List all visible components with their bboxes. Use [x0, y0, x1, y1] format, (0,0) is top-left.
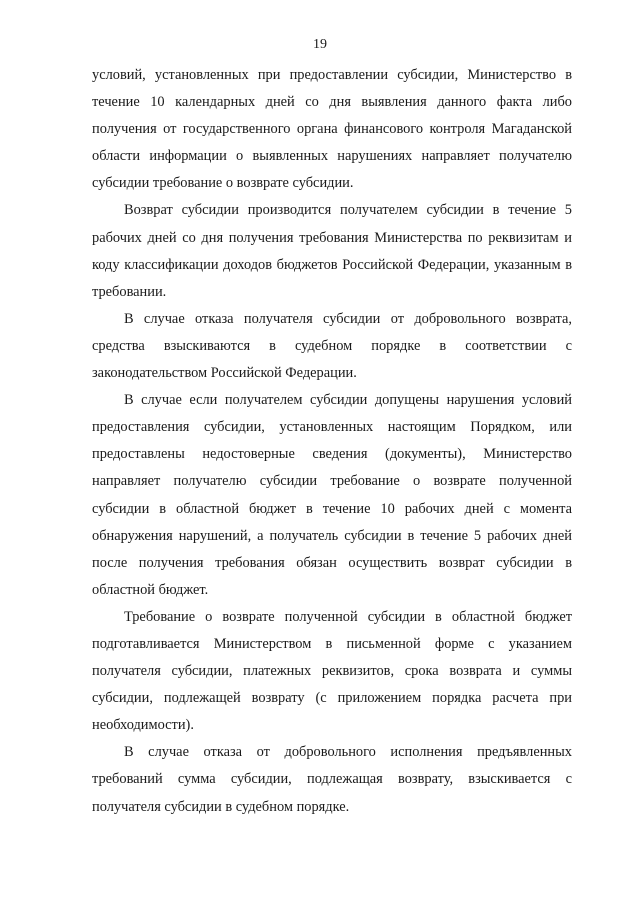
paragraph-judicial-recovery: В случае отказа от добровольного исполнения предъявленных требований сумма субсидии, подлежащая возврату, взыскивается с получателя субсидии в судебном порядке.	[92, 744, 572, 815]
paragraph-refusal-court: В случае отказа получателя субсидии от добровольного возврата, средства взыскиваются в судебном порядке в соответствии с законодательством Российской Федерации.	[92, 310, 572, 382]
paragraph-violations: В случае если получателем субсидии допущены нарушения условий предоставления субсидии, установленных настоящим Порядком, или предоставлены недостоверные сведения (документы), Министерство направляет получателю субсидии требование о возврате полученной субсидии в областной бюджет в течение 10 рабочих дней с момента обнаружения нарушений, а получатель субсидии в течение 5 рабочих дней после получения требования обязан осуществить возврат субсидии в областной бюджет.	[92, 392, 572, 598]
paragraph-requirement-form: Требование о возврате полученной субсидии в областной бюджет подготавливается Министерством в письменной форме с указанием получателя субсидии, платежных реквизитов, срока возврата и суммы субсидии, подлежащей возврату (с приложением порядка расчета при необходимости).	[92, 608, 572, 734]
paragraph-continuation: условий, установленных при предоставлении субсидии, Министерство в течение 10 календарных дней со дня выявления данного факта либо получения от государственного органа финансового контроля Магаданской области информации о выявленных нарушениях направляет получателю субсидии требование о возврате субсидии.	[92, 67, 572, 192]
paragraph-refund-procedure: Возврат субсидии производится получателем субсидии в течение 5 рабочих дней со дня получения требования Министерства по реквизитам и коду классификации доходов бюджетов Российской Федерации, указанным в требовании.	[92, 202, 572, 300]
body-text	[92, 62, 572, 821]
page-number: 19	[313, 37, 327, 52]
